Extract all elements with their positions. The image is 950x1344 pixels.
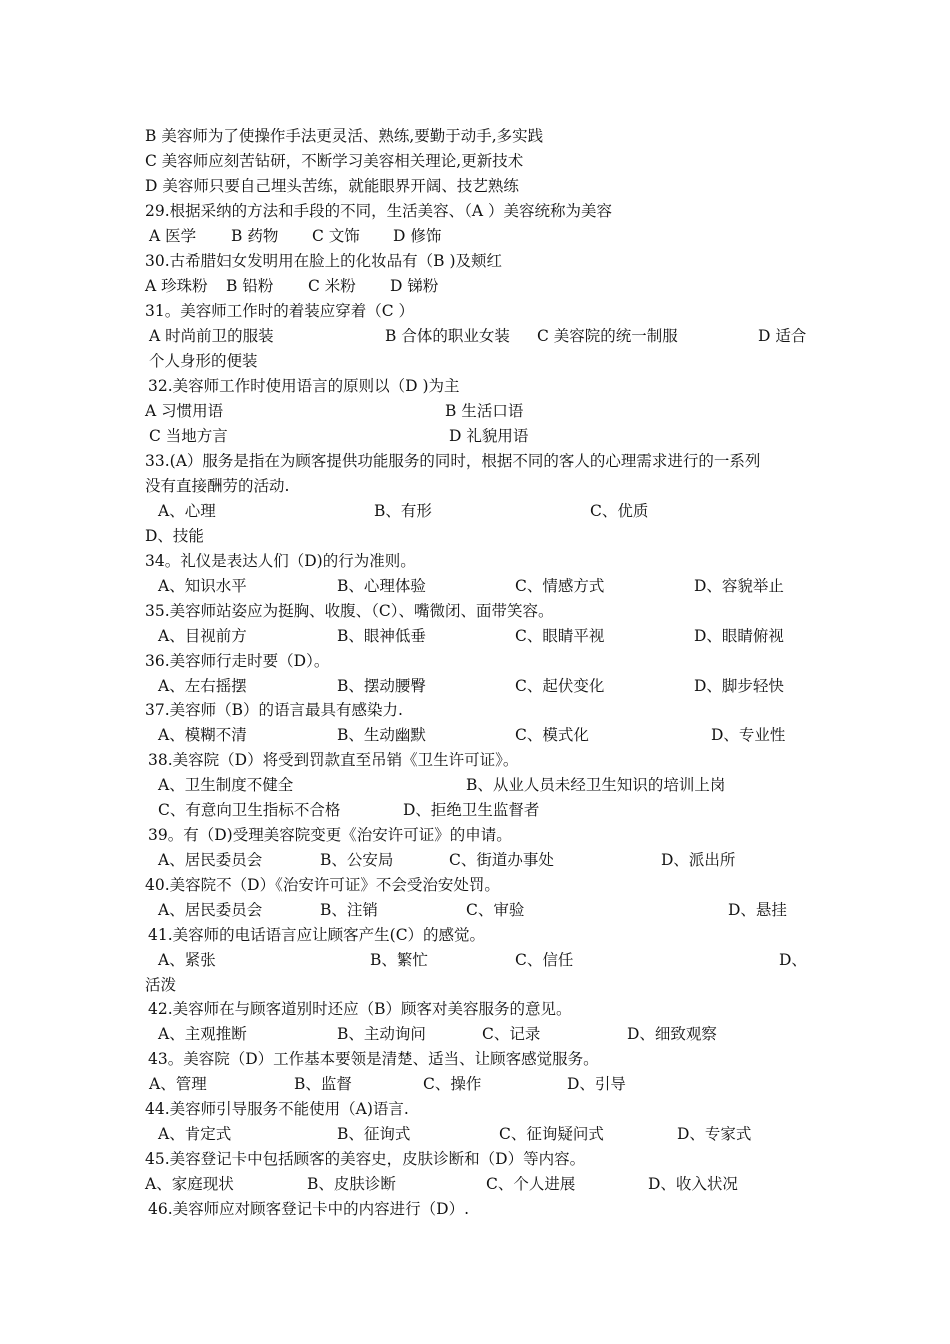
option: B 铅粉 [226,277,274,295]
text-line: B 美容师为了使操作手法更灵活、熟练,要勤于动手,多实践 [145,127,544,145]
option: A、居民委员会 [158,901,263,919]
option: B、皮肤诊断 [307,1175,396,1193]
option: C 文饰 [312,227,360,245]
option: D、收入状况 [648,1175,738,1193]
option: C、审验 [466,901,525,919]
option: D、细致观察 [627,1025,717,1043]
option: D、技能 [145,527,204,545]
option: B、摆动腰臀 [337,677,426,695]
question-29: 29.根据采纳的方法和手段的不同，生活美容、（A ）美容统称为美容 [145,202,613,220]
option: D、派出所 [661,851,736,869]
option: B 合体的职业女装 [385,327,510,345]
question-45: 45.美容登记卡中包括顾客的美容史，皮肤诊断和（D）等内容。 [145,1150,586,1168]
question-40: 40.美容院不（D）《治安许可证》不会受治安处罚。 [145,876,500,894]
option: C、个人进展 [486,1175,576,1193]
option: A、卫生制度不健全 [158,776,294,794]
option: D、 [779,951,807,969]
option: B 药物 [231,227,279,245]
option: B、征询式 [337,1125,411,1143]
option: C、信任 [515,951,574,969]
option: A、模糊不清 [158,726,247,744]
question-34: 34。礼仪是表达人们（D)的行为准则。 [145,552,416,570]
option: B、繁忙 [370,951,428,969]
option: B、从业人员未经卫生知识的培训上岗 [466,776,726,794]
question-39: 39。有（D)受理美容院变更《治安许可证》的申请。 [148,826,512,844]
question-46: 46.美容师应对顾客登记卡中的内容进行（D）. [148,1200,470,1218]
option: D、悬挂 [728,901,787,919]
option: D、拒绝卫生监督者 [403,801,540,819]
option: C、记录 [482,1025,541,1043]
option: D 锑粉 [390,277,439,295]
option: C、眼睛平视 [515,627,605,645]
option: C、优质 [590,502,649,520]
question-36: 36.美容师行走时要（D）。 [145,652,330,670]
option: D、脚步轻快 [694,677,784,695]
question-30: 30.古希腊妇女发明用在脸上的化妆品有（B )及颊红 [145,252,503,270]
question-42: 42.美容师在与顾客道别时还应（B）顾客对美容服务的意见。 [148,1000,572,1018]
text-line: 没有直接酬劳的活动. [145,477,290,495]
option: C、有意向卫生指标不合格 [158,801,341,819]
question-35: 35.美容师站姿应为挺胸、收腹、（C）、嘴微闭、面带笑容。 [145,602,554,620]
option: C 当地方言 [149,427,228,445]
option: A、紧张 [158,951,216,969]
option: B 生活口语 [445,402,524,420]
option: C、模式化 [515,726,589,744]
option: A、知识水平 [158,577,247,595]
option: D、引导 [567,1075,626,1093]
option: B、眼神低垂 [337,627,426,645]
question-33: 33.(A）服务是指在为顾客提供功能服务的同时，根据不同的客人的心理需求进行的一系列 [145,452,761,470]
option: C、征询疑问式 [499,1125,604,1143]
option: D 修饰 [393,227,442,245]
option: A 珍珠粉 [145,277,208,295]
question-43: 43。美容院（D）工作基本要领是清楚、适当、让顾客感觉服务。 [148,1050,599,1068]
option: D、专家式 [677,1125,752,1143]
text-line: 活泼 [145,976,177,994]
option: B、主动询问 [337,1025,426,1043]
option: A、主观推断 [158,1025,247,1043]
option: D 礼貌用语 [449,427,529,445]
option: B、公安局 [320,851,394,869]
option: A、心理 [158,502,216,520]
question-32: 32.美容师工作时使用语言的原则以（D )为主 [148,377,460,395]
text-line: 个人身形的便装 [149,352,258,370]
option: C、起伏变化 [515,677,605,695]
option: A、家庭现状 [145,1175,234,1193]
question-41: 41.美容师的电话语言应让顾客产生(C）的感觉。 [148,926,486,944]
option: D 适合 [758,327,807,345]
question-38: 38.美容院（D）将受到罚款直至吊销《卫生许可证》。 [148,751,519,769]
option: C 美容院的统一制服 [537,327,678,345]
question-44: 44.美容师引导服务不能使用（A)语言. [145,1100,409,1118]
option: B、有形 [374,502,432,520]
option: C 米粉 [308,277,356,295]
question-31: 31。美容师工作时的着装应穿着（C ） [145,302,415,320]
option: A、目视前方 [158,627,247,645]
option: A 时尚前卫的服装 [149,327,274,345]
text-line: C 美容师应刻苦钻研，不断学习美容相关理论,更新技术 [145,152,524,170]
question-37: 37.美容师（B）的语言最具有感染力. [145,701,403,719]
text-line: D 美容师只要自己埋头苦练，就能眼界开阔、技艺熟练 [145,177,519,195]
option: B、心理体验 [337,577,426,595]
option: D、专业性 [711,726,786,744]
option: B、注销 [320,901,378,919]
option: A、左右摇摆 [158,677,247,695]
option: C、操作 [423,1075,482,1093]
option: A、居民委员会 [158,851,263,869]
option: B、监督 [294,1075,352,1093]
option: D、容貌举止 [694,577,784,595]
option: B、生动幽默 [337,726,426,744]
option: A、管理 [149,1075,207,1093]
option: A、肯定式 [158,1125,232,1143]
option: A 习惯用语 [145,402,224,420]
option: A 医学 [149,227,197,245]
option: C、街道办事处 [449,851,554,869]
option: D、眼睛俯视 [694,627,784,645]
option: C、情感方式 [515,577,605,595]
